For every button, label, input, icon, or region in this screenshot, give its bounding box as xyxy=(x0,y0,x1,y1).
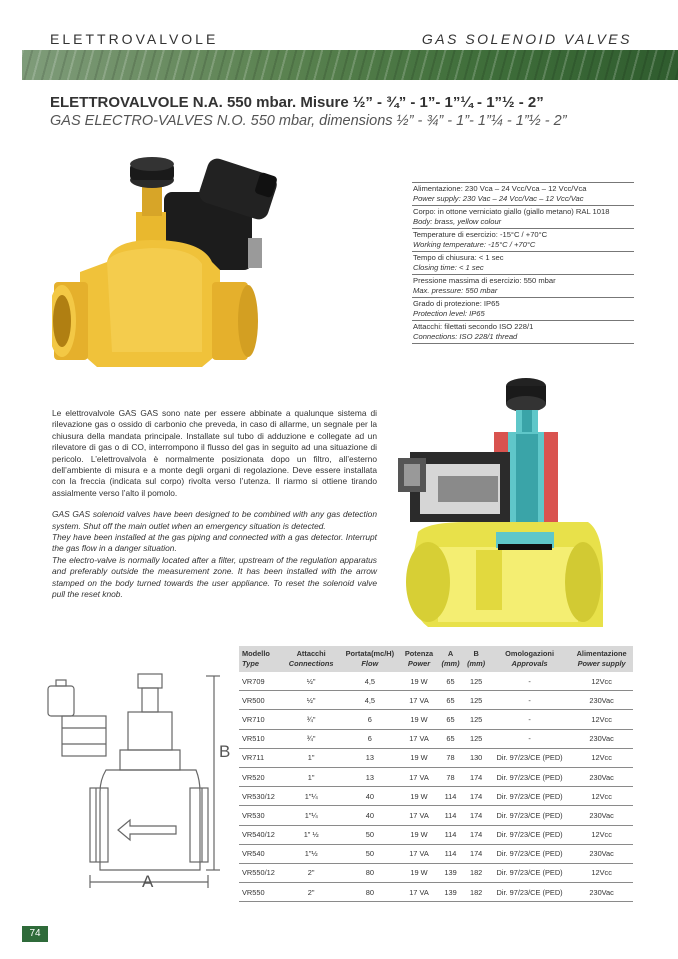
cell-connections: 2" xyxy=(283,863,340,882)
valve-photo xyxy=(52,152,292,387)
cell-dimension-b: 182 xyxy=(463,883,489,902)
table-row xyxy=(239,691,633,710)
cell-dimension-b: 182 xyxy=(463,863,489,882)
cell-power: 17 VA xyxy=(400,729,437,748)
cell-flow: 80 xyxy=(339,863,400,882)
cell-power-supply: 230Vac xyxy=(570,806,633,825)
cell-connections: 1"¼ xyxy=(283,787,340,806)
cell-flow: 50 xyxy=(339,844,400,863)
page-number: 74 xyxy=(22,926,48,942)
description-english-1: GAS GAS solenoid valves have been designed to be combined with any gas detection system. Shut off the main outlet when an emergency situation is detected. xyxy=(52,509,377,531)
specifications-list xyxy=(412,182,634,344)
cell-model: VR709 xyxy=(239,672,283,691)
cell-model: VR710 xyxy=(239,710,283,729)
cell-connections: ¾" xyxy=(283,710,340,729)
cell-flow: 6 xyxy=(339,710,400,729)
table-header-row xyxy=(239,646,633,672)
product-title-english: GAS ELECTRO-VALVES N.O. 550 mbar, dimensions ½” - ¾” - 1”- 1”¼ - 1”½ - 2” xyxy=(50,113,567,129)
table-row xyxy=(239,672,633,691)
spec-italian: Pressione massima di esercizio: 550 mbar xyxy=(413,276,556,285)
cell-approval: - xyxy=(489,710,570,729)
column-header-power-supply: Alimentazione Power supply xyxy=(570,646,633,672)
cell-power: 19 W xyxy=(400,748,437,767)
cell-connections: ¾" xyxy=(283,729,340,748)
spec-item xyxy=(412,205,634,228)
cell-dimension-a: 139 xyxy=(438,883,464,902)
cell-dimension-b: 125 xyxy=(463,729,489,748)
cell-approval: Dir. 97/23/CE (PED) xyxy=(489,748,570,767)
cell-approval: Dir. 97/23/CE (PED) xyxy=(489,767,570,786)
cell-power-supply: 230Vac xyxy=(570,767,633,786)
spec-english: Connections: ISO 228/1 thread xyxy=(413,332,518,341)
cell-dimension-a: 65 xyxy=(438,691,464,710)
product-title-italian: ELETTROVALVOLE N.A. 550 mbar. Misure ½” - ¾” - 1”- 1”¼ - 1”½ - 2” xyxy=(50,94,544,111)
cell-power-supply: 12Vcc xyxy=(570,672,633,691)
cell-flow: 50 xyxy=(339,825,400,844)
cell-flow: 13 xyxy=(339,748,400,767)
cell-approval: Dir. 97/23/CE (PED) xyxy=(489,825,570,844)
dimension-b-label: B xyxy=(219,742,231,761)
cell-dimension-a: 114 xyxy=(438,844,464,863)
table-row xyxy=(239,787,633,806)
cell-connections: 1" xyxy=(283,748,340,767)
cell-power: 19 W xyxy=(400,710,437,729)
header-band xyxy=(22,50,678,80)
cell-dimension-b: 125 xyxy=(463,672,489,691)
cell-power-supply: 230Vac xyxy=(570,883,633,902)
spec-italian: Temperature di esercizio: -15°C / +70°C xyxy=(413,230,548,239)
spec-item xyxy=(412,320,634,344)
section-title-italian: ELETTROVALVOLE xyxy=(50,31,219,47)
cell-flow: 4,5 xyxy=(339,672,400,691)
cell-approval: Dir. 97/23/CE (PED) xyxy=(489,883,570,902)
cell-power-supply: 230Vac xyxy=(570,691,633,710)
valve-technical-drawing xyxy=(30,670,235,900)
cell-dimension-b: 125 xyxy=(463,691,489,710)
cell-power: 17 VA xyxy=(400,844,437,863)
spec-item xyxy=(412,182,634,205)
spec-italian: Tempo di chiusura: < 1 sec xyxy=(413,253,504,262)
table-row xyxy=(239,710,633,729)
cell-power: 19 W xyxy=(400,672,437,691)
column-header-flow: Portata(mc/H) Flow xyxy=(339,646,400,672)
cell-power-supply: 12Vcc xyxy=(570,710,633,729)
cell-approval: - xyxy=(489,691,570,710)
column-header-model: Modello Type xyxy=(239,646,283,672)
cell-power: 19 W xyxy=(400,787,437,806)
cell-model: VR530/12 xyxy=(239,787,283,806)
spec-english: Max. pressure: 550 mbar xyxy=(413,286,498,295)
table-row xyxy=(239,883,633,902)
spec-english: Power supply: 230 Vac – 24 Vcc/Vac – 12 Vcc/Vac xyxy=(413,194,584,203)
cell-approval: - xyxy=(489,729,570,748)
cell-model: VR711 xyxy=(239,748,283,767)
cell-connections: 1"½ xyxy=(283,844,340,863)
cell-approval: Dir. 97/23/CE (PED) xyxy=(489,787,570,806)
cell-flow: 80 xyxy=(339,883,400,902)
section-title-english: GAS SOLENOID VALVES xyxy=(421,31,632,47)
cell-dimension-a: 139 xyxy=(438,863,464,882)
cell-power-supply: 12Vcc xyxy=(570,825,633,844)
cell-approval: Dir. 97/23/CE (PED) xyxy=(489,806,570,825)
spec-item xyxy=(412,274,634,297)
description-italian: Le elettrovalvole GAS GAS sono nate per essere abbinate a qualunque sistema di rilevazione gas o ossido di carbonio che preveda, in caso di allarme, un segnale per la chiusura della mandata principale. Installate sul tubo di adduzione e collegate ad un rilevatore di gas o di CO, interrompono il flusso del gas in seguito ad una situazione di pericolo. L’elettrovalvola è normalmente posizionata dopo un filtro, all’esterno dell’ambiente di misura e a monte degli organi di regolazione. Deve essere installata con la freccia (indicata sul corpo) rivolta verso l’utenza. Il riarmo si ottiene tirando assialmente verso l’alto il pomolo. xyxy=(52,408,377,498)
table-row xyxy=(239,767,633,786)
cell-dimension-b: 174 xyxy=(463,806,489,825)
cell-power-supply: 12Vcc xyxy=(570,787,633,806)
table-row xyxy=(239,825,633,844)
cell-dimension-b: 125 xyxy=(463,710,489,729)
cell-dimension-a: 65 xyxy=(438,729,464,748)
spec-english: Closing time: < 1 sec xyxy=(413,263,484,272)
cell-dimension-b: 174 xyxy=(463,767,489,786)
cell-dimension-a: 114 xyxy=(438,787,464,806)
cell-power: 19 W xyxy=(400,863,437,882)
table-row xyxy=(239,748,633,767)
cell-power: 17 VA xyxy=(400,806,437,825)
column-header-connections: Attacchi Connections xyxy=(283,646,340,672)
description-english-2: They have been installed at the gas piping and connected with a gas detector. Interrupt the gas flow in a danger situation. xyxy=(52,532,377,554)
cell-power-supply: 12Vcc xyxy=(570,863,633,882)
spec-item xyxy=(412,297,634,320)
spec-italian: Corpo: in ottone verniciato giallo (giallo metano) RAL 1018 xyxy=(413,207,610,216)
cell-dimension-a: 65 xyxy=(438,710,464,729)
cell-connections: 1"¼ xyxy=(283,806,340,825)
cell-model: VR540 xyxy=(239,844,283,863)
cell-power: 17 VA xyxy=(400,767,437,786)
product-table xyxy=(239,646,633,902)
cell-dimension-a: 78 xyxy=(438,767,464,786)
cell-flow: 40 xyxy=(339,787,400,806)
cell-dimension-a: 114 xyxy=(438,806,464,825)
spec-item xyxy=(412,251,634,274)
table-row xyxy=(239,729,633,748)
table-row xyxy=(239,863,633,882)
valve-cutaway-illustration xyxy=(398,372,603,630)
cell-power-supply: 230Vac xyxy=(570,729,633,748)
cell-dimension-a: 65 xyxy=(438,672,464,691)
cell-power: 19 W xyxy=(400,825,437,844)
cell-flow: 6 xyxy=(339,729,400,748)
cell-dimension-b: 174 xyxy=(463,844,489,863)
column-header-power: Potenza Power xyxy=(400,646,437,672)
cell-power: 17 VA xyxy=(400,883,437,902)
cell-dimension-a: 78 xyxy=(438,748,464,767)
cell-approval: Dir. 97/23/CE (PED) xyxy=(489,863,570,882)
cell-dimension-b: 174 xyxy=(463,825,489,844)
column-header-approvals: Omologazioni Approvals xyxy=(489,646,570,672)
description xyxy=(52,408,377,601)
column-header-a: A (mm) xyxy=(438,646,464,672)
cell-model: VR550/12 xyxy=(239,863,283,882)
spec-item xyxy=(412,228,634,251)
spec-italian: Grado di protezione: IP65 xyxy=(413,299,500,308)
cell-model: VR510 xyxy=(239,729,283,748)
cell-model: VR520 xyxy=(239,767,283,786)
cell-model: VR540/12 xyxy=(239,825,283,844)
cell-approval: - xyxy=(489,672,570,691)
spec-english: Protection level: IP65 xyxy=(413,309,485,318)
table-row xyxy=(239,806,633,825)
cell-connections: ½" xyxy=(283,691,340,710)
cell-model: VR530 xyxy=(239,806,283,825)
cell-model: VR500 xyxy=(239,691,283,710)
column-header-b: B (mm) xyxy=(463,646,489,672)
cell-power: 17 VA xyxy=(400,691,437,710)
spec-english: Body: brass, yellow colour xyxy=(413,217,502,226)
cell-flow: 40 xyxy=(339,806,400,825)
cell-approval: Dir. 97/23/CE (PED) xyxy=(489,844,570,863)
cell-connections: 1" ½ xyxy=(283,825,340,844)
description-english-3: The electro-valve is normally located after a filter, upstream of the regulation apparatus and preferably outside the measurement zone. It has been installed with the arrow stamped on the body turned towards the user appliance. To reset the solenoid valve pull the reset knob. xyxy=(52,554,377,600)
cell-dimension-a: 114 xyxy=(438,825,464,844)
cell-dimension-b: 174 xyxy=(463,787,489,806)
cell-power-supply: 230Vac xyxy=(570,844,633,863)
spec-english: Working temperature: -15°C / +70°C xyxy=(413,240,536,249)
cell-flow: 4,5 xyxy=(339,691,400,710)
spec-italian: Alimentazione: 230 Vca – 24 Vcc/Vca – 12 Vcc/Vca xyxy=(413,184,587,193)
cell-connections: 2" xyxy=(283,883,340,902)
cell-model: VR550 xyxy=(239,883,283,902)
cell-connections: 1" xyxy=(283,767,340,786)
table-row xyxy=(239,844,633,863)
cell-power-supply: 12Vcc xyxy=(570,748,633,767)
cell-connections: ½" xyxy=(283,672,340,691)
dimension-a-label: A xyxy=(142,872,154,891)
cell-flow: 13 xyxy=(339,767,400,786)
spec-italian: Attacchi: filettati secondo ISO 228/1 xyxy=(413,322,534,331)
cell-dimension-b: 130 xyxy=(463,748,489,767)
